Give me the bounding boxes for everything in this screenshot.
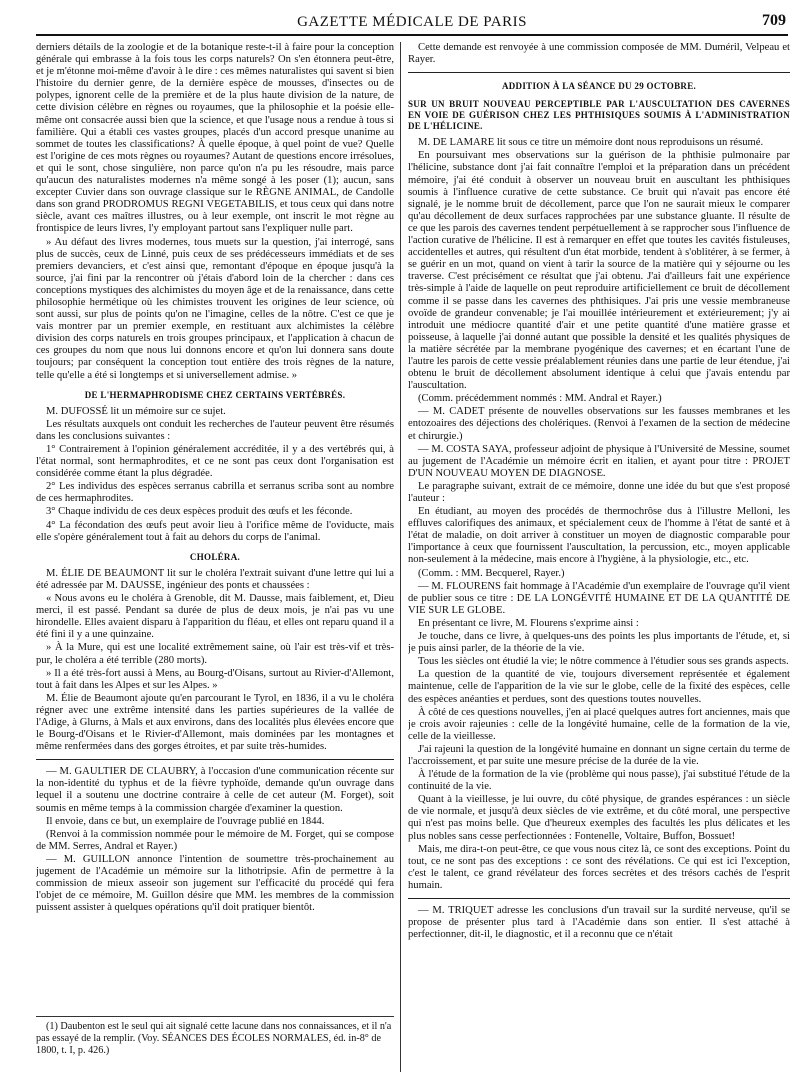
paragraph: 1° Contrairement à l'opinion généralement accréditée, il y a des vertébrés qui, à l'état normal, sont hermaphrodites, et ce ne sont pas ceux dont l'organisation est considérée comme étant la plus dégradée. — [36, 444, 394, 480]
section-heading: SUR UN BRUIT NOUVEAU PERCEPTIBLE PAR L'AUSCULTATION DES CAVERNES EN VOIE DE GUÉRISON CHEZ LES PHTHISIQUES SOUMIS À L'ADMINISTRATION DE L'HÉLICINE. — [408, 99, 790, 132]
journal-title: GAZETTE MÉDICALE DE PARIS — [297, 14, 527, 30]
paragraph: Les résultats auxquels ont conduit les recherches de l'auteur peuvent être résumés dans les conclusions suivantes : — [36, 418, 394, 442]
section-heading: ADDITION À LA SÉANCE DU 29 OCTOBRE. — [501, 81, 697, 92]
paragraph: — M. GAULTIER DE CLAUBRY, à l'occasion d'une communication récente sur la non-identité du typhus et de la fièvre typhoïde, demande qu'un ouvrage dans lequel il a soutenu une doctrine contraire à celle de cet auteur (M. Forget), soit soumis en même temps à la commission chargée d'examiner la question. — [36, 766, 394, 814]
paragraph: Il envoie, dans ce but, un exemplaire de l'ouvrage publié en 1844. — [46, 815, 325, 827]
paragraph: La question de la quantité de vie, toujours diversement représentée et également maintenue, celle de l'apparition de la vie sur le globe, celle de la fixité des espèces, celle des espèces anéanties et perdues, sont des questions toutes nouvelles. — [408, 669, 790, 705]
paragraph: — M. TRIQUET adresse les conclusions d'un travail sur la surdité nerveuse, qu'il se propose de présenter plus tard à l'Académie dans son entier. Il s'est attaché à perfectionner, dit-il, le diagnostic, et il a reconnu que ce n'était — [408, 905, 790, 941]
paragraph: Cette demande est renvoyée à une commission composée de MM. Duméril, Velpeau et Rayer. — [408, 42, 790, 66]
paragraph: Tous les siècles ont étudié la vie; le nôtre commence à l'étudier sous ses grands aspects. — [418, 656, 789, 668]
paragraph: 4° La fécondation des œufs peut avoir lieu à l'orifice même de l'oviducte, mais elle s'opère généralement tout à fait au dehors du corps de l'animal. — [36, 519, 394, 543]
paragraph: Quant à la vieillesse, je lui ouvre, du côté physique, de grandes espérances : un siècle de vie normale, et jusqu'à deux siècles de vie extrême, et du côté moral, une perspective qui n'est pas moins belle. Que d'heureux exemples des facultés les plus délicates et les plus nobles sans cesse perfectionnées : Fontenelle, Voltaire, Buffon, Bossuet! — [408, 794, 790, 842]
paragraph: (Renvoi à la commission nommée pour le mémoire de M. Forget, qui se compose de MM. Serres, Andral et Rayer.) — [36, 828, 394, 852]
paragraph: À l'étude de la formation de la vie (problème qui nous passe), j'ai substitué l'étude de la continuité de la vie. — [408, 769, 790, 793]
left-column — [36, 42, 394, 1016]
paragraph: » Au défaut des livres modernes, tous muets sur la question, j'ai interrogé, sans plus de succès, ceux de Linné, puis ceux de ses prédécesseurs immédiats et de ses premiers devanciers, et c'est ainsi que, remontant d'époque en époque jusqu'à la source, j'ai fini par la rencontrer où j'étais d'abord loin de la chercher : dans ces conceptions mystiques des alchimistes du moyen âge et de la renaissance, dans cette philosophie hermétique où les chimistes trouvent les origines de leur science, où sont aussi, sur plus de points qu'on ne l'imagine, celles de la nôtre. C'est ce que je vais montrer par un premier exemple, en restituant aux alchimistes la célèbre division des corps naturels en trois groupes principaux, et l'application à chacun de ces groupes du nom que nous lui donnons encore et qu'on lui donnera sans doute toujours; par conséquent la conception tout entière des trois règnes de la nature, telle qu'elle a été si longtemps et si universellement admise. » — [36, 236, 394, 381]
paragraph: derniers détails de la zoologie et de la botanique reste-t-il à faire pour la conception générale qui embrasse à la fois tous les corps naturels? On s'en étonnera peut-être, et je m'étonne moi-même d'avoir à le dire : ces mêmes naturalistes qui savent si bien l'histoire du dernier genre, de la dernière espèce de mousses, d'insectes ou de polypes, ignorent celle de la première et de la plus haute division de la nature, de cette division célèbre en règnes ou royaumes, que la philosophie et la poésie elle-même ont consacrée aussi bien que la science, et que l'usage nous a rendue à tous si familière. Qui a établi ces vastes groupes, placés d'un accord presque unanime au sommet de toutes les classifications? À quelle époque, à quel point de vue? Quelle est l'origine de ces mots règnes ou royaumes? Autant de questions encore irrésolues, et qui le sont, chose singulière, non parce qu'on n'a pu les résoudre, mais parce qu'aucun des naturalistes modernes n'a même songé à les poser (1); aucun, sans excepter Cuvier dans son ouvrage classique sur le RÈGNE ANIMAL, de Candolle dans son grand PRODROMUS REGNI VEGETABILIS, et tous ceux qui dans notre siècle, avant ces maîtres illustres, ou à leur exemple, ont inscrit le mot règne au frontispice de leurs livres, l'y employant partout sans l'expliquer nulle part. — [36, 42, 394, 235]
paragraph: En présentant ce livre, M. Flourens s'exprime ainsi : — [418, 617, 639, 629]
paragraph: « Nous avons eu le choléra à Grenoble, dit M. Dausse, mais faiblement, et, Dieu merci, il est passé. Pendant sa durée de plus de deux mois, je n'ai pas vu une hirondelle. Elles avaient disparu à l'apparition du fléau, et elles ont reparu quand il a été fini il y a une quinzaine. — [36, 593, 394, 641]
paragraph: — M. FLOURENS fait hommage à l'Académie d'un exemplaire de l'ouvrage qu'il vient de publier sous ce titre : DE LA LONGÉVITÉ HUMAINE ET DE LA QUANTITÉ DE VIE SUR LE GLOBE. — [408, 580, 790, 616]
right-column — [408, 42, 790, 1072]
paragraph: — M. GUILLON annonce l'intention de soumettre très-prochainement au jugement de l'Académie un mémoire sur la lithotripsie. Afin de permettre à la commission de mieux asseoir son jugement sur l'efficacité du procédé qui fera l'objet de ce mémoire, M. Guillon désire que MM. les membres de la commission puissent assister à quelques opérations qu'il doit pratiquer bientôt. — [36, 853, 394, 914]
paragraph: Mais, me dira-t-on peut-être, ce que vous nous citez là, ce sont des exceptions. Point du tout, ce ne sont pas des exceptions : ce sont des révélations. Ce qui est ici l'exception, c'est le talent, ce grand révélateur des forces secrètes et des trésors cachés de l'esprit humain. — [408, 843, 790, 891]
section-rule — [36, 759, 394, 760]
paragraph: 3° Chaque individu de ces deux espèces produit des œufs et les féconde. — [46, 506, 353, 518]
paragraph: M. Élie de Beaumont ajoute qu'en parcourant le Tyrol, en 1836, il a vu le choléra régner avec une extrême intensité dans les parties supérieures de la vallée de l'Adige, à Glurns, à Mals et aux environs, dans des localités plus élevées encore que le Bourg-d'Oisans et le Rivier-d'Allemont, mais dominées par les montagnes et même renfermées dans des gorges étroites, et par suite très-humides. — [36, 692, 394, 753]
section-rule — [408, 72, 790, 73]
paragraph: M. ÉLIE DE BEAUMONT lit sur le choléra l'extrait suivant d'une lettre qui lui a été adressée par M. DAUSSE, ingénieur des ponts et chaussées : — [36, 567, 394, 591]
paragraph: Je touche, dans ce livre, à quelques-uns des points les plus importants de l'étude, et, si je puis ainsi parler, de la théorie de la vie. — [408, 631, 790, 655]
paragraph: Le paragraphe suivant, extrait de ce mémoire, donne une idée du but que s'est proposé l'auteur : — [408, 480, 790, 504]
paragraph: M. DE LAMARE lit sous ce titre un mémoire dont nous reproduisons un résumé. — [418, 137, 764, 149]
page-number: 709 — [762, 12, 786, 29]
paragraph: À côté de ces questions nouvelles, j'en ai placé quelques autres fort anciennes, mais que je crois avoir rajeunies : celle de la longévité humaine, celle de la formation de la vie, celle de la vieillesse. — [408, 706, 790, 742]
section-heading: CHOLÉRA. — [189, 551, 241, 562]
footnote-area — [36, 1016, 394, 1057]
paragraph: (Comm. : MM. Becquerel, Rayer.) — [418, 567, 565, 579]
page-header — [36, 10, 788, 36]
section-rule — [408, 898, 790, 899]
paragraph: J'ai rajeuni la question de la longévité humaine en donnant un signe certain du terme de l'accroissement, et par suite une mesure précise de la durée de la vie. — [408, 743, 790, 767]
paragraph: En étudiant, au moyen des procédés de thermochrôse dus à l'illustre Melloni, les effluves calorifiques des animaux, et spécialement ceux de l'homme à l'état de santé et à l'état de maladie, on doit arriver à constituer un moyen de diagnostic comparable pour l'importance à ceux que fournissent l'auscultation, la percussion, etc., moyen applicable non-seulement à la médecine, mais encore à l'hygiène, à la physiologie, etc., etc. — [408, 506, 790, 566]
paragraph: — M. CADET présente de nouvelles observations sur les fausses membranes et les entozoaires des déjections des cholériques. (Renvoi à l'examen de la section de médecine et chirurgie.) — [408, 406, 790, 442]
paragraph: » Il a été très-fort aussi à Mens, au Bourg-d'Oisans, surtout au Rivier-d'Allemont, tout à fait dans les Alpes et sur les Alpes. » — [36, 667, 394, 691]
section-heading: DE L'HERMAPHRODISME CHEZ CERTAINS VERTÉBRÉS. — [84, 389, 346, 400]
paragraph: En poursuivant mes observations sur la guérison de la phthisie pulmonaire par l'hélicine, substance dont j'ai fait connaître l'emploi et la préparation dans un précédent mémoire, j'ai été conduit à observer un nouveau bruit en auscultant les phthisiques soumis à l'influence curative de cette substance. Ce bruit qui n'avait pas encore été signalé, je le nomme bruit de décollement, parce que l'on ne saurait mieux le comparer qu'au décollement de deux surfaces rapprochées par une substance gluante. Il résulte de ce que les parois des cavernes tendent perpétuellement à se rapprocher sous l'influence de l'action curative de l'hélicine. Il est à remarquer en effet que toutes les cavités fistuleuses, accidentelles et autres, qui résultent d'un état morbide, tendent à s'oblitérer, à se fermer, à se guérir en un mot, quand on vient à tarir la source de la matière qui y séjourne ou les traverse. C'est précisément ce résultat que j'ai obtenu. J'ai d'ailleurs fait une expérience très-simple à l'aide de laquelle on peut reproduire artificiellement ce bruit de décollement comme il se passe dans les cavernes des phthisiques. J'ai pris une vessie membraneuse ovoïde de grandeur convenable; je l'ai mouillée intérieurement et extérieurement; j'y ai introduit une médiocre quantité d'air et une petite quantité d'une matière grasse et poisseuse, à laquelle j'ai donné autant que possible la densité et les qualités physiques de la matière sécrétée par la membrane pyogénique des cavernes; et en écartant l'une de l'autre les parois de cette vessie préalablement réunies dans une partie de leur étendue, j'ai obtenu le bruit de décollement absolument identique à celui que j'avais entendu par l'auscultation. — [408, 150, 790, 392]
column-divider — [400, 42, 401, 1072]
paragraph: M. DUFOSSÉ lit un mémoire sur ce sujet. — [46, 405, 226, 417]
footnote: (1) Daubenton est le seul qui ait signalé cette lacune dans nos connaissances, et il n'a pas essayé de la remplir. (Voy. SÉANCES DES ÉCOLES NORMALES, éd. in-8° de 1800, t. I, p. 426.) — [36, 1021, 392, 1056]
paragraph: — M. COSTA SAYA, professeur adjoint de physique à l'Université de Messine, soumet au jugement de l'Académie un mémoire écrit en italien, et ayant pour titre : PROJET D'UN NOUVEAU MOYEN DE DIAGNOSE. — [408, 443, 790, 479]
paragraph: 2° Les individus des espèces serranus cabrilla et serranus scriba sont au nombre de ces hermaphrodites. — [36, 481, 394, 505]
paragraph: (Comm. précédemment nommés : MM. Andral et Rayer.) — [418, 393, 662, 405]
paragraph: » À la Mure, qui est une localité extrêmement saine, où l'air est très-vif et très-pur, le choléra a été terrible (280 morts). — [36, 642, 394, 666]
